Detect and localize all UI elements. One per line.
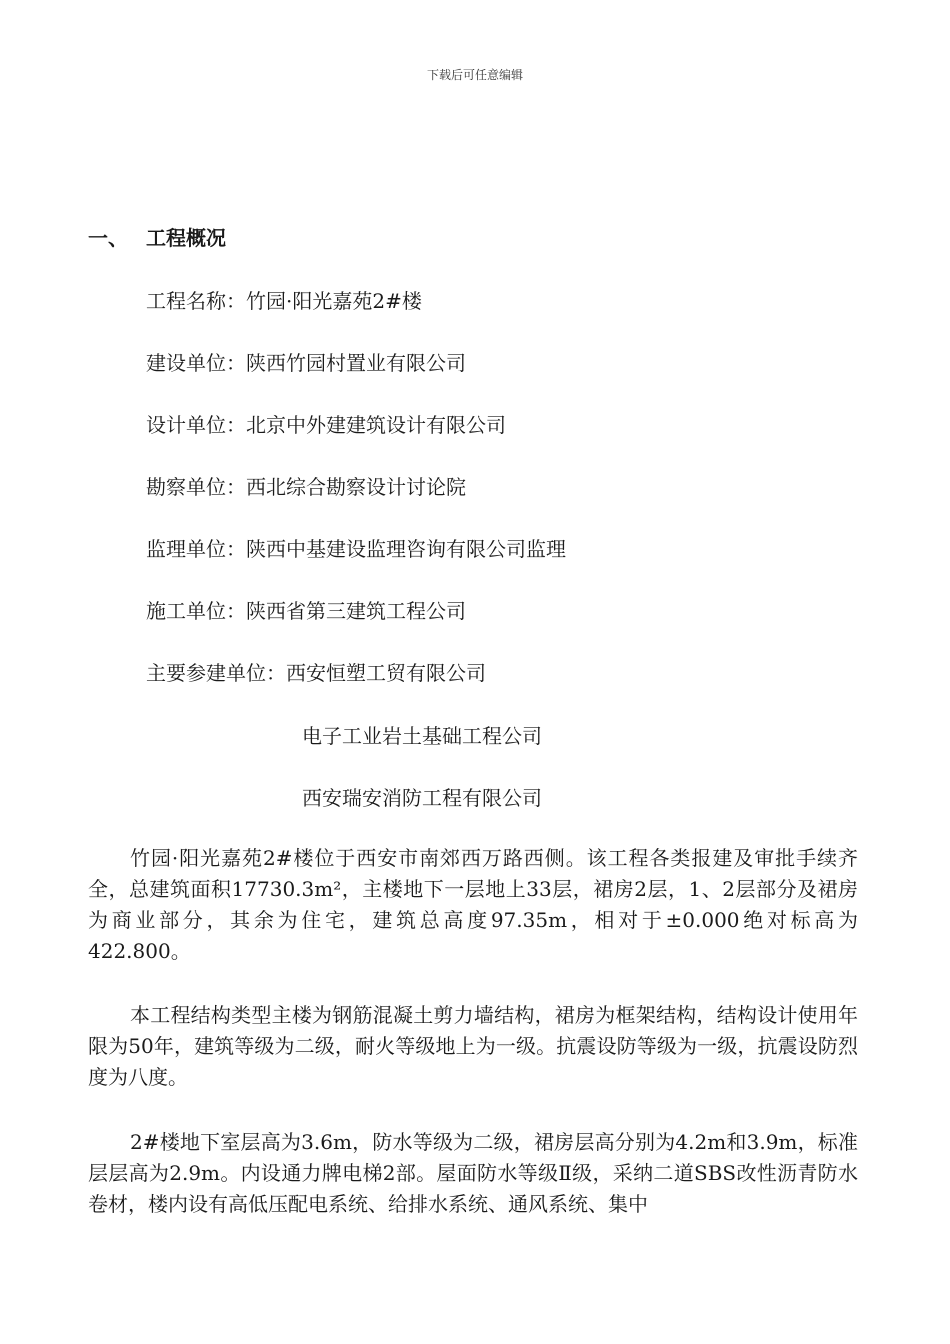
info-project-name: 工程名称：竹园·阳光嘉苑2#楼 — [146, 289, 422, 313]
paragraph-location: 竹园·阳光嘉苑2#楼位于西安市南郊西万路西侧。该工程各类报建及审批手续齐全，总建筑面积17730.3m²，主楼地下一层地上33层，裙房2层，1、2层部分及裙房为商业部分，其余为住宅，建筑总高度97.35m，相对于±0.000绝对标高为422.800。 — [88, 846, 858, 963]
info-designer: 设计单位：北京中外建建筑设计有限公司 — [146, 413, 506, 437]
info-participant-3: 西安瑞安消防工程有限公司 — [302, 786, 542, 810]
info-participants: 主要参建单位：西安恒塑工贸有限公司 — [146, 661, 486, 685]
info-contractor: 施工单位：陕西省第三建筑工程公司 — [146, 599, 466, 623]
info-participant-2: 电子工业岩土基础工程公司 — [302, 724, 542, 748]
header-note: 下载后可任意编辑 — [426, 68, 523, 82]
section-title: 工程概况 — [146, 226, 226, 250]
paragraph-structure: 本工程结构类型主楼为钢筋混凝土剪力墙结构，裙房为框架结构，结构设计使用年限为50年，建筑等级为二级，耐火等级地上为一级。抗震设防等级为一级，抗震设防烈度为八度。 — [88, 1003, 858, 1089]
info-builder: 建设单位：陕西竹园村置业有限公司 — [146, 351, 466, 375]
info-surveyor: 勘察单位：西北综合勘察设计讨论院 — [146, 475, 466, 499]
section-heading — [88, 222, 226, 251]
info-supervisor: 监理单位：陕西中基建设监理咨询有限公司监理 — [146, 537, 566, 561]
paragraph-details: 2#楼地下室层高为3.6m，防水等级为二级，裙房层高分别为4.2m和3.9m，标准层层高为2.9m。内设通力牌电梯2部。屋面防水等级Ⅱ级，采纳二道SBS改性沥青防水卷材，楼内设有高低压配电系统、给排水系统、通风系统、集中 — [88, 1130, 858, 1216]
section-number: 一、 — [88, 226, 128, 250]
